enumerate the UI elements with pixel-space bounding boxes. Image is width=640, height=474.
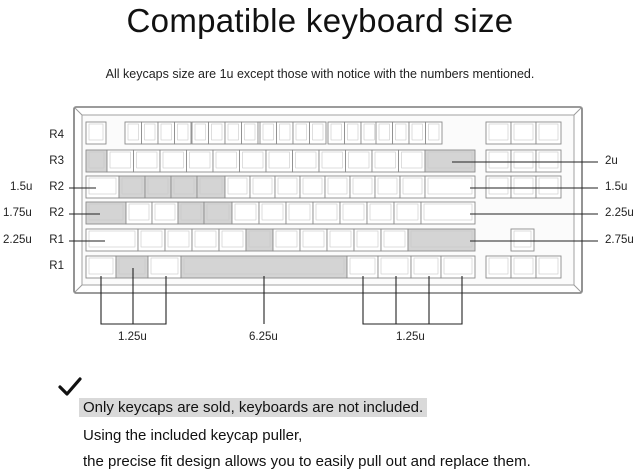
notice-highlight: Only keycaps are sold, keyboards are not included.	[79, 398, 427, 417]
keycap-highlighted	[171, 176, 197, 198]
keycap-highlighted	[425, 150, 475, 172]
keycap	[328, 122, 345, 144]
page-title: Compatible keyboard size	[126, 2, 514, 39]
keycap	[394, 202, 421, 224]
keycap-highlighted	[204, 202, 232, 224]
keycap-highlighted	[145, 176, 171, 198]
keycap	[327, 229, 354, 251]
keycap	[441, 256, 475, 278]
keycap	[361, 122, 378, 144]
keycap	[347, 256, 378, 278]
row-label-r3: R3	[49, 155, 64, 167]
keycap	[240, 150, 267, 172]
keycap	[125, 122, 142, 144]
keycap	[107, 150, 134, 172]
keycap	[134, 150, 161, 172]
keycap	[536, 122, 561, 144]
keycap	[192, 229, 219, 251]
keycap	[399, 150, 426, 172]
keycap	[325, 176, 350, 198]
keycap	[381, 229, 408, 251]
keycap	[409, 122, 426, 144]
keycap	[286, 202, 313, 224]
checkmark-icon	[58, 377, 82, 397]
keycap	[209, 122, 226, 144]
size-label-right-r3: 2u	[605, 155, 618, 167]
notice-line-3: the precise fit design allows you to easily pull out and replace them.	[83, 453, 531, 470]
size-label-right-r2-bottom: 2.25u	[605, 207, 634, 219]
keycap	[367, 202, 394, 224]
keycap	[165, 229, 192, 251]
keycap	[192, 122, 209, 144]
keycap	[138, 229, 165, 251]
keycap	[293, 122, 310, 144]
keycap	[411, 256, 441, 278]
keycap	[350, 176, 375, 198]
row-label-r2-top: R2	[49, 181, 64, 193]
keycap	[486, 256, 511, 278]
keycap	[242, 122, 259, 144]
keycap	[266, 150, 293, 172]
keycap-highlighted	[86, 202, 126, 224]
keycap	[345, 122, 362, 144]
keycap	[86, 229, 138, 251]
keycap	[393, 122, 410, 144]
keycap	[187, 150, 214, 172]
row-label-r4: R4	[49, 129, 64, 141]
keycap	[250, 176, 275, 198]
keycap	[511, 176, 536, 198]
keycap	[372, 150, 399, 172]
keycap	[259, 202, 286, 224]
keycap	[232, 202, 259, 224]
keycap	[511, 122, 536, 144]
keycap	[511, 229, 534, 251]
keycap	[426, 122, 443, 144]
keycap	[354, 229, 381, 251]
keycap	[158, 122, 175, 144]
keycap	[273, 229, 300, 251]
keycap	[313, 202, 340, 224]
notice-line-2: Using the included keycap puller,	[83, 427, 303, 444]
keycap-highlighted	[181, 256, 347, 278]
size-label-left-r2-bottom: 1.75u	[3, 207, 32, 219]
size-label-right-r2-top: 1.5u	[605, 181, 628, 193]
keycap	[536, 256, 561, 278]
keycap	[486, 122, 511, 144]
row-label-r1-bottom: R1	[49, 260, 64, 272]
keycap	[536, 176, 561, 198]
keycap-highlighted	[119, 176, 145, 198]
page-subtitle: All keycaps size are 1u except those with notice with the numbers mentioned.	[105, 67, 535, 81]
size-label-left-r1-top: 2.25u	[3, 234, 32, 246]
keycap	[275, 176, 300, 198]
keycap	[225, 122, 242, 144]
keycap	[425, 176, 475, 198]
keycap	[213, 150, 240, 172]
row-label-r1-top: R1	[49, 234, 64, 246]
keycap-highlighted	[116, 256, 148, 278]
size-label-bottom-left: 1.25u	[118, 331, 147, 343]
keycap	[175, 122, 192, 144]
keycap	[86, 176, 119, 198]
keycap	[376, 122, 393, 144]
keycap-highlighted	[178, 202, 204, 224]
keycap	[375, 176, 400, 198]
keycap	[86, 256, 116, 278]
keycap-highlighted	[246, 229, 273, 251]
keycap	[319, 150, 346, 172]
keycap	[310, 122, 327, 144]
keycap	[346, 150, 373, 172]
keycap	[486, 150, 511, 172]
keycap	[536, 150, 561, 172]
size-label-bottom-right: 1.25u	[396, 331, 425, 343]
keycap-highlighted	[408, 229, 475, 251]
keycap	[126, 202, 152, 224]
keycap	[511, 256, 536, 278]
keycap	[378, 256, 411, 278]
keycap-highlighted	[197, 176, 225, 198]
keycap	[142, 122, 159, 144]
keycap	[300, 176, 325, 198]
keycap	[511, 150, 536, 172]
keycap	[219, 229, 246, 251]
keycap	[300, 229, 327, 251]
keycap	[340, 202, 367, 224]
size-label-bottom-space: 6.25u	[249, 331, 278, 343]
row-label-r2-bottom: R2	[49, 207, 64, 219]
keycap	[293, 150, 320, 172]
keycap	[421, 202, 475, 224]
keycap	[148, 256, 181, 278]
keycap	[160, 150, 187, 172]
notice-line-1	[83, 399, 427, 416]
keycap	[400, 176, 425, 198]
size-label-right-r1-top: 2.75u	[605, 234, 634, 246]
keycap	[152, 202, 178, 224]
size-label-left-r2-top: 1.5u	[10, 181, 33, 193]
keycap	[486, 176, 511, 198]
keycap	[260, 122, 277, 144]
keycap	[277, 122, 294, 144]
keycap	[225, 176, 250, 198]
